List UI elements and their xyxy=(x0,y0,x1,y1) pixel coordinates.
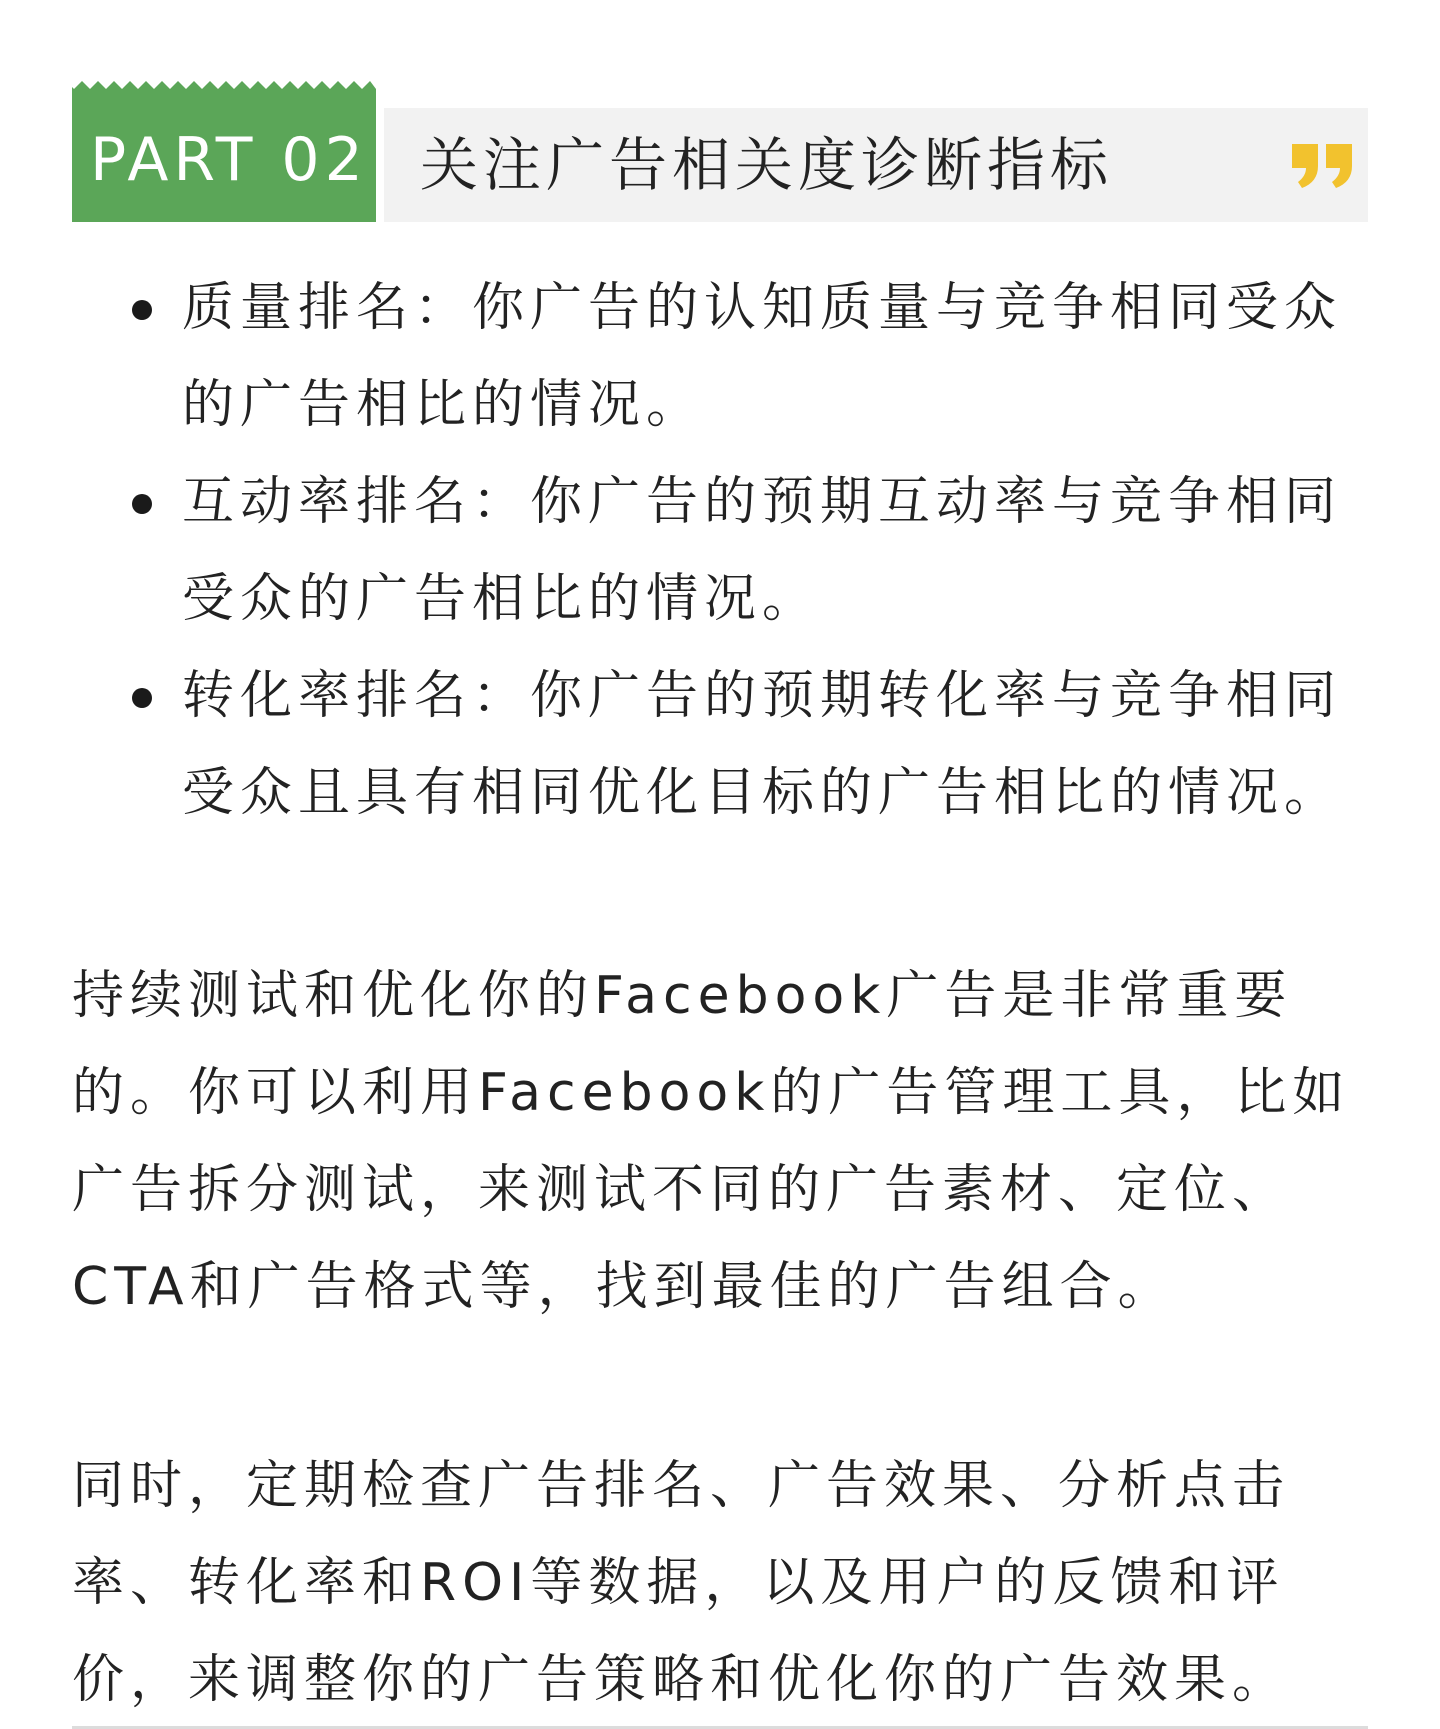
bullet-dot xyxy=(132,300,152,320)
bullet-text: 转化率排名：你广告的预期转化率与竞争相同受众且具有相同优化目标的广告相比的情况。 xyxy=(182,666,1343,823)
bullet-dot xyxy=(132,494,152,514)
part-label: PART 02 xyxy=(90,125,368,195)
list-item xyxy=(72,648,1372,842)
bullet-dot xyxy=(132,688,152,708)
closing-quote-icon xyxy=(1290,142,1356,190)
bullet-list xyxy=(72,260,1372,842)
badge-zigzag-edge xyxy=(72,79,376,93)
paragraph: 持续测试和优化你的Facebook广告是非常重要的。你可以利用Facebook的广告管理工具，比如广告拆分测试，来测试不同的广告素材、定位、CTA和广告格式等，找到最佳的广告组合。 xyxy=(72,966,1351,1317)
list-item xyxy=(72,454,1372,648)
bullet-text: 质量排名：你广告的认知质量与竞争相同受众的广告相比的情况。 xyxy=(182,278,1343,435)
section-title: 关注广告相关度诊断指标 xyxy=(420,131,1114,199)
list-item xyxy=(72,260,1372,454)
part-badge xyxy=(72,80,376,222)
bullet-text: 互动率排名：你广告的预期互动率与竞争相同受众的广告相比的情况。 xyxy=(182,472,1343,629)
section-header xyxy=(72,80,1368,222)
paragraph: 同时，定期检查广告排名、广告效果、分析点击率、转化率和ROI等数据，以及用户的反馈和评价，来调整你的广告策略和优化你的广告效果。 xyxy=(72,1456,1291,1710)
